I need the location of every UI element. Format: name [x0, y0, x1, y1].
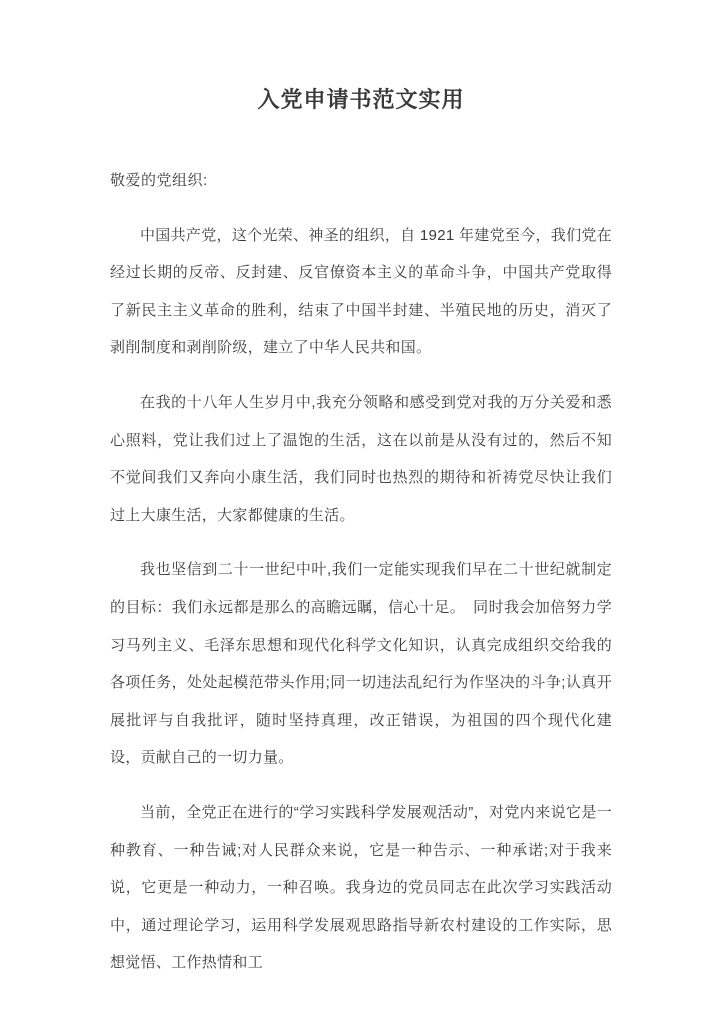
- paragraph-4: 当前，全党正在进行的“学习实践科学发展观活动”，对党内来说它是一种教育、一种告诫;对人民群众来说，它是一种告示、一种承诺;对于我来说，它更是一种动力，一种召唤。我身边的党员同志在此次学习实践活动中，通过理论学习，运用科学发展观思路指导新农村建设的工作实际，思想觉悟、工作热情和工: [110, 803, 612, 972]
- paragraph-1: 中国共产党，这个光荣、神圣的组织，自 1921 年建党至今，我们党在经过长期的反帝、反封建、反官僚资本主义的革命斗争，中国共产党取得了新民主主义革命的胜利，结束了中国半封建、半殖民地的历史，消灭了剥削制度和剥削阶级，建立了中华人民共和国。: [110, 226, 612, 357]
- salutation-line: 敬爱的党组织:: [110, 172, 208, 189]
- paragraph-2: 在我的十八年人生岁月中,我充分领略和感受到党对我的万分关爱和悉心照料，党让我们过上了温饱的生活，这在以前是从没有过的，然后不知不觉间我们又奔向小康生活，我们同时也热烈的期待和祈祷党尽快让我们过上大康生活，大家都健康的生活。: [110, 393, 612, 524]
- paragraph-3: 我也坚信到二十一世纪中叶,我们一定能实现我们早在二十世纪就制定的目标：我们永远都是那么的高瞻远瞩，信心十足。 同时我会加倍努力学习马列主义、毛泽东思想和现代化科学文化知识，认真完成组织交给我的各项任务，处处起模范带头作用;同一切违法乱纪行为作坚决的斗争;认真开展批评与自我批评，随时坚持真理，改正错误，为祖国的四个现代化建设，贡献自己的一切力量。: [110, 561, 612, 767]
- page-title: 入党申请书范文实用: [257, 87, 465, 112]
